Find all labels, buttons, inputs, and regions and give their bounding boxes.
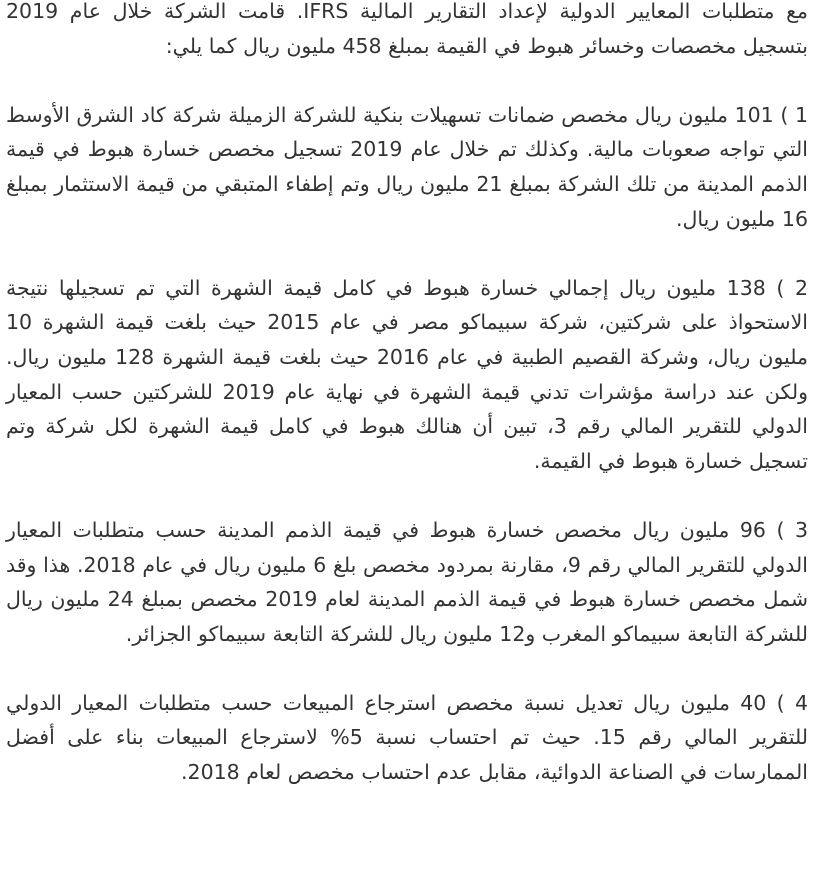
list-item-3: 3 ) 96 مليون ريال مخصص خسارة هبوط في قيمة الذمم المدينة حسب متطلبات المعيار الدولي للتقرير المالي رقم 9، مقارنة بمردود مخصص بلغ 6 مليون ريال في عام 2018. هذا وقد شمل مخصص خسارة هبوط في قيمة الذمم المدينة لعام 2019 مخصص بمبلغ 24 مليون ريال للشركة التابعة سبيماكو المغرب و12 مليون ريال للشركة التابعة سبيماكو الجزائر. (6, 517, 809, 646)
list-item-1: 1 ) 101 مليون ريال مخصص ضمانات تسهيلات بنكية للشركة الزميلة شركة كاد الشرق الأوسط التي تواجه صعوبات مالية. وكذلك تم خلال عام 2019 تسجيل مخصص خسارة هبوط في قيمة الذمم المدينة من تلك الشركة بمبلغ 21 مليون ريال وتم إطفاء المتبقي من قيمة الاستثمار بمبلغ 16 مليون ريال. (6, 102, 808, 231)
list-item-4: 4 ) 40 مليون ريال تعديل نسبة مخصص استرجاع المبيعات حسب متطلبات المعيار الدولي للتقرير المالي رقم 15. حيث تم احتساب نسبة 5% لاسترجاع المبيعات بناء على أفضل الممارسات في الصناعة الدوائية، مقابل عدم احتساب مخصص لعام 2018. (6, 690, 809, 785)
list-item-2: 2 ) 138 مليون ريال إجمالي خسارة هبوط في كامل قيمة الشهرة التي تم تسجيلها نتيجة الاستحواذ على شركتين، شركة سبيماكو مصر في عام 2015 حيث بلغت قيمة الشهرة 10 مليون ريال، وشركة القصيم الطبية في عام 2016 حيث بلغت قيمة الشهرة 128 مليون ريال. ولكن عند دراسة مؤشرات تدني قيمة الشهرة في نهاية عام 2019 للشركتين حسب المعيار الدولي للتقرير المالي رقم 3، تبين أن هنالك هبوط في كامل قيمة الشهرة لكل شركة وتم تسجيل خسارة هبوط في القيمة. (6, 275, 809, 473)
intro-paragraph: مع متطلبات المعايير الدولية لإعداد التقارير المالية IFRS. قامت الشركة خلال عام 2019 بتسجيل مخصصات وخسائر هبوط في القيمة بمبلغ 458 مليون ريال كما يلي: (6, 0, 809, 58)
